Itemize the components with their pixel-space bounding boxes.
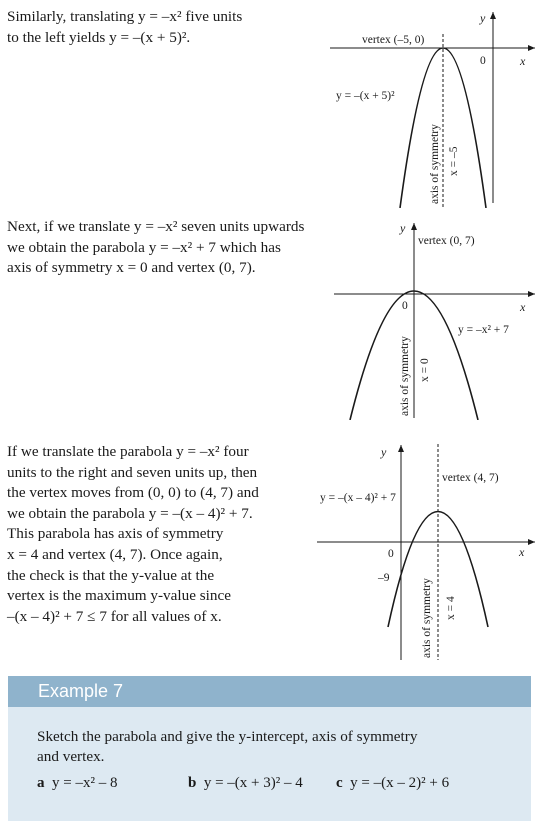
axis-of-symmetry-label: axis of symmetry — [429, 124, 441, 204]
example-question — [37, 727, 417, 767]
curve-label: y = –(x – 4)² + 7 — [320, 492, 396, 504]
part-letter: b — [188, 775, 197, 791]
part-letter: c — [336, 775, 343, 791]
axis-of-symmetry-equation: x = 4 — [445, 596, 457, 620]
graph-translate-left — [330, 8, 540, 208]
origin-label: 0 — [480, 55, 486, 67]
text-line: Sketch the parabola and give the y-intercept, axis of symmetry — [37, 728, 418, 745]
text-line: the vertex moves from (0, 0) to (4, 7) and — [7, 484, 259, 502]
vertex-label: vertex (4, 7) — [442, 472, 499, 484]
text-line: and vertex. — [37, 748, 105, 765]
text-line: units to the right and seven units up, then — [7, 463, 258, 481]
vertex-label: vertex (–5, 0) — [362, 34, 425, 46]
part-expression: y = –(x + 3)² – 4 — [203, 775, 303, 791]
x-axis-label: x — [519, 545, 525, 559]
curve-label: y = –(x + 5)² — [336, 90, 395, 102]
y-axis-arrow — [411, 223, 417, 230]
text-line: Next, if we translate y = –x² seven units upwards — [7, 218, 305, 235]
y-axis-arrow — [398, 445, 404, 452]
curve-label: y = –x² + 7 — [458, 324, 509, 336]
paragraph-translate-up — [7, 217, 304, 279]
part-c — [336, 775, 449, 792]
text-line: the check is that the y-value at the — [7, 566, 215, 584]
graph-translate-right-up — [315, 442, 540, 662]
text-line: If we translate the parabola y = –x² four — [7, 443, 249, 460]
x-axis-arrow — [528, 291, 535, 297]
x-axis-label: x — [520, 300, 526, 314]
text-line: to the left yields y = –(x + 5)². — [7, 28, 191, 46]
paragraph-translate-left — [7, 7, 242, 48]
vertex-label: vertex (0, 7) — [418, 235, 475, 247]
part-letter: a — [37, 775, 45, 791]
x-axis-arrow — [528, 45, 535, 51]
text-line: axis of symmetry x = 0 and vertex (0, 7). — [7, 259, 256, 277]
part-b — [188, 775, 303, 792]
axis-of-symmetry-equation: x = –5 — [448, 146, 460, 176]
text-line: x = 4 and vertex (4, 7). Once again, — [7, 545, 223, 563]
x-axis-arrow — [528, 539, 535, 545]
origin-label: 0 — [402, 300, 408, 312]
text-line: we obtain the parabola y = –(x – 4)² + 7. — [7, 504, 253, 522]
part-expression: y = –(x – 2)² + 6 — [350, 775, 450, 791]
y-axis-label: y — [381, 445, 387, 459]
axis-of-symmetry-label: axis of symmetry — [399, 336, 411, 416]
y-axis-arrow — [490, 12, 496, 19]
example-title: Example 7 — [38, 681, 124, 701]
x-axis-label: x — [520, 54, 526, 68]
y-intercept-label: –9 — [378, 572, 390, 584]
origin-label: 0 — [388, 548, 394, 560]
axis-of-symmetry-label: axis of symmetry — [421, 578, 433, 658]
part-expression: y = –x² – 8 — [52, 775, 118, 791]
paragraph-translate-right-up — [7, 442, 259, 627]
y-axis-label: y — [400, 221, 406, 235]
text-line: –(x – 4)² + 7 ≤ 7 for all values of x. — [7, 607, 222, 625]
graph-translate-up — [330, 220, 540, 420]
text-line: Similarly, translating y = –x² five units — [7, 8, 243, 25]
part-a — [37, 775, 117, 792]
text-line: vertex is the maximum y-value since — [7, 587, 231, 605]
text-line: we obtain the parabola y = –x² + 7 which has — [7, 238, 281, 256]
text-line: This parabola has axis of symmetry — [7, 525, 224, 543]
axis-of-symmetry-equation: x = 0 — [419, 358, 431, 382]
y-axis-label: y — [480, 11, 486, 25]
